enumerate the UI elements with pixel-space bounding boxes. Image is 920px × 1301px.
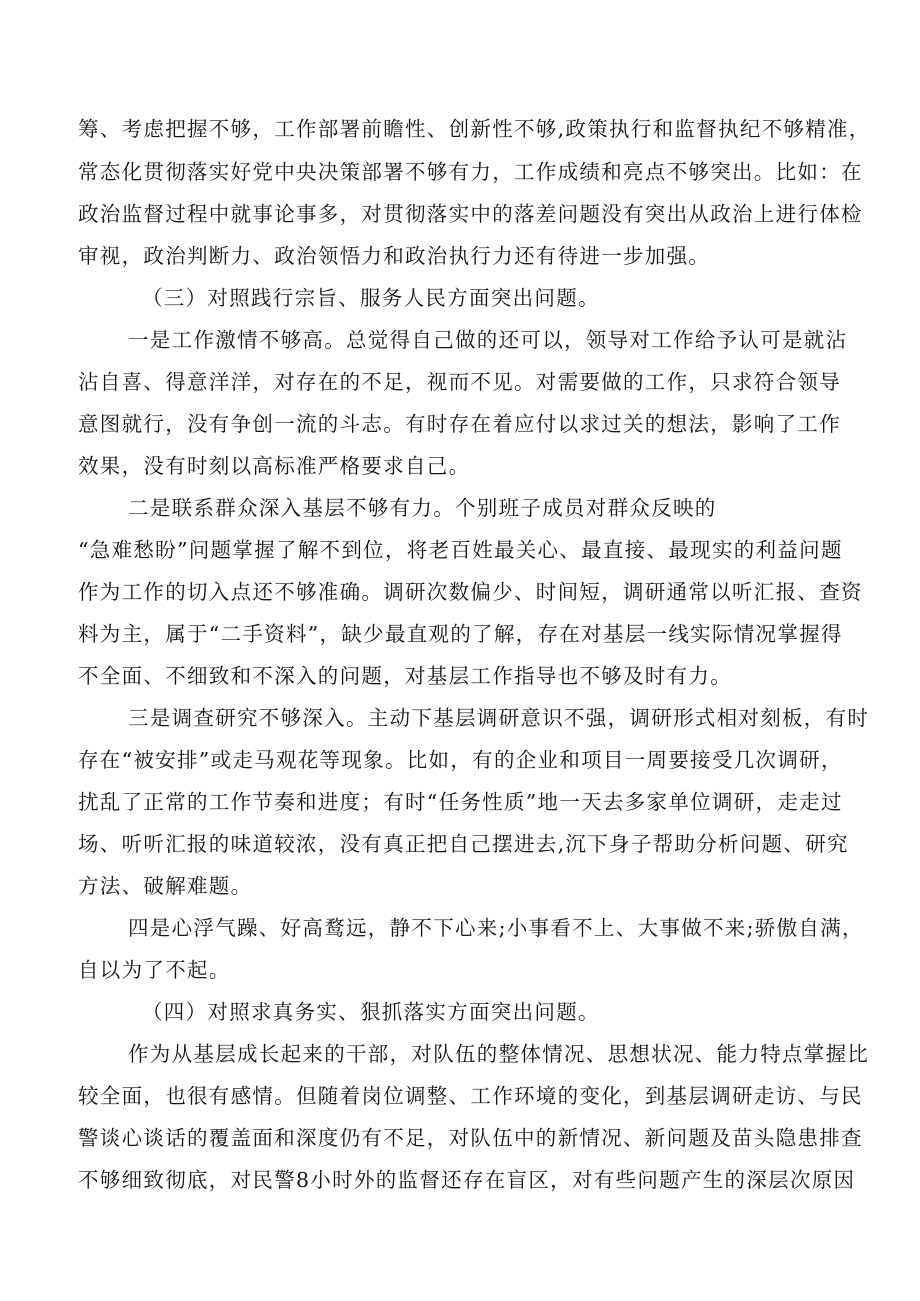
paragraph-line: 效果，没有时刻以高标准严格要求自己。: [78, 454, 471, 478]
section-heading-three: （三）对照践行宗旨、服务人民方面突出问题。: [142, 286, 600, 310]
paragraph-line: 警谈心谈话的覆盖面和深度仍有不足，对队伍中的新情况、新问题及苗头隐患排查: [78, 1126, 863, 1150]
paragraph-line: 审视，政治判断力、政治领悟力和政治执行力还有待进一步加强。: [78, 244, 711, 268]
paragraph-line: 四是心浮气躁、好高鹜远，静不下心来;小事看不上、大事做不来;骄傲自满，: [128, 916, 864, 940]
paragraph-line: 方法、破解难题。: [78, 874, 253, 898]
paragraph-line: 作为工作的切入点还不够准确。调研次数偏少、时间短，调研通常以听汇报、查资: [78, 580, 863, 604]
paragraph-line: 意图就行，没有争创一流的斗志。有时存在着应付以求过关的想法，影响了工作: [78, 412, 841, 436]
section-heading-four: （四）对照求真务实、狠抓落实方面突出问题。: [142, 1000, 600, 1024]
paragraph-line: 较全面，也很有感情。但随着岗位调整、工作环境的变化，到基层调研走访、与民: [78, 1084, 863, 1108]
paragraph-line: 二是联系群众深入基层不够有力。个别班子成员对群众反映的: [128, 496, 717, 520]
paragraph-line: 扰乱了正常的工作节奏和进度；有时“任务性质”地一天去多家单位调研，走走过: [78, 790, 843, 814]
paragraph-line: 存在“被安排”或走马观花等现象。比如，有的企业和项目一周要接受几次调研，: [78, 748, 843, 772]
paragraph-line: 不够细致彻底，对民警8小时外的监督还存在盲区，对有些问题产生的深层次原因: [78, 1168, 856, 1192]
paragraph-line: 作为从基层成长起来的干部，对队伍的整体情况、思想状况、能力特点掌握比: [128, 1042, 870, 1066]
paragraph-line: “急难愁盼”问题掌握了解不到位，将老百姓最关心、最直接、最现实的利益问题: [78, 538, 843, 562]
paragraph-line: 政治监督过程中就事论事多，对贯彻落实中的落差问题没有突出从政治上进行体检: [78, 202, 863, 226]
paragraph-line: 不全面、不细致和不深入的问题，对基层工作指导也不够及时有力。: [78, 664, 732, 688]
paragraph-line: 筹、考虑把握不够，工作部署前瞻性、创新性不够,政策执行和监督执纪不够精准，: [78, 117, 871, 141]
paragraph-line: 料为主，属于“二手资料”，缺少最直观的了解，存在对基层一线实际情况掌握得: [78, 622, 843, 646]
paragraph-line: 沾自喜、得意洋洋，对存在的不足，视而不见。对需要做的工作，只求符合领导: [78, 370, 841, 394]
paragraph-line: 一是工作激情不够高。总觉得自己做的还可以，领导对工作给予认可是就沾: [128, 328, 848, 352]
paragraph-line: 自以为了不起。: [78, 958, 231, 982]
paragraph-line: 场、听听汇报的味道较浓，没有真正把自己摆进去,沉下身子帮助分析问题、研究: [78, 832, 849, 856]
paragraph-line: 常态化贯彻落实好党中央决策部署不够有力，工作成绩和亮点不够突出。比如：在: [78, 160, 863, 184]
paragraph-line: 三是调查研究不够深入。主动下基层调研意识不强，调研形式相对刻板，有时: [128, 706, 870, 730]
